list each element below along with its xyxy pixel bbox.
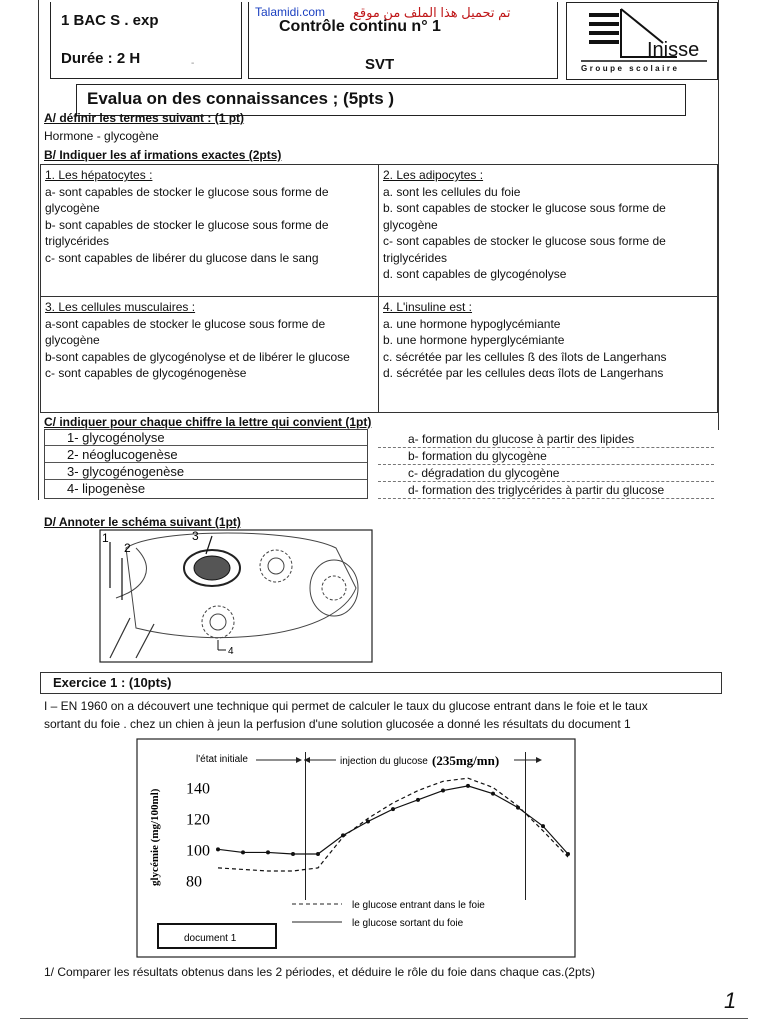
matching-right-item: d- formation des triglycérides à partir du glucose	[378, 482, 714, 499]
data-point	[466, 784, 470, 788]
class-label: 1 BAC S . exp	[61, 12, 159, 29]
question-hepatocytes	[41, 165, 379, 297]
document-label: document 1	[184, 933, 237, 944]
option-d: d. sécrétée par les cellules deαs îlots de Langerhans	[383, 366, 664, 380]
option-a: a. une hormone hypoglycémiante	[383, 316, 561, 331]
option-b: b- sont capables de stocker le glucose sous forme de triglycérides	[45, 217, 329, 248]
annotation-initial-state: l'état initiale	[196, 754, 248, 765]
matching-right-item: a- formation du glucose à partir des lipides	[378, 431, 714, 448]
option-c: c- sont capables de libérer du glucose dans le sang	[45, 250, 319, 265]
y-axis-label: glycémie (mg/100ml)	[149, 788, 161, 886]
annotation-injection: injection du glucose	[340, 756, 428, 767]
exam-title: Contrôle continu n° 1	[279, 18, 441, 35]
option-a: a. sont les cellules du foie	[383, 184, 521, 199]
option-c: c- sont capables de stocker le glucose sous forme de triglycérides	[383, 234, 666, 265]
y-tick-label: 120	[186, 811, 210, 829]
exercise-header-box	[40, 672, 722, 694]
page-number: 1	[724, 988, 737, 1013]
data-point	[491, 792, 495, 796]
stray-mark: -	[191, 58, 195, 69]
data-point	[216, 847, 220, 851]
diagram-label-3: 3	[192, 529, 199, 543]
exercise-intro-line2: sortant du foie . chez un chien à jeun la perfusion d'une solution glucosée a donné les résultats du document 1	[44, 717, 631, 731]
question-title: 1. Les hépatocytes :	[45, 168, 153, 182]
pancreas-diagram	[96, 528, 376, 664]
header-class-box	[50, 2, 242, 79]
option-a: a-sont capables de stocker le glucose sous forme de glycogène	[45, 316, 326, 347]
partD-title: D/ Annoter le schéma suivant (1pt)	[44, 515, 241, 529]
chart-legend	[292, 900, 485, 929]
legend-entering: le glucose entrant dans le foie	[352, 900, 485, 911]
data-point	[391, 807, 395, 811]
arabic-download-note: تم تحميل هذا الملف من موقع	[353, 5, 511, 20]
partA-terms: Hormone - glycogène	[44, 129, 159, 143]
question-adipocytes	[379, 165, 718, 297]
data-point	[516, 806, 520, 810]
duration-label: Durée : 2 H	[61, 50, 141, 67]
site-watermark[interactable]: Talamidi.com	[255, 5, 326, 19]
question-insulin	[379, 297, 718, 413]
matching-right-item: b- formation du glycogène	[378, 448, 714, 465]
matching-right-item: c- dégradation du glycogène	[378, 465, 714, 482]
data-point	[241, 850, 245, 854]
page-bottom-line	[20, 1018, 748, 1019]
data-point	[291, 852, 295, 856]
y-axis-ticks	[186, 780, 210, 890]
exercise-intro-line1: I – EN 1960 on a découvert une technique qui permet de calculer le taux du glucose entrant dans le foie et le taux	[44, 699, 648, 713]
partC-title: C/ indiquer pour chaque chiffre la lettre qui convient (1pt)	[44, 415, 372, 429]
logo-subtitle: Groupe scolaire	[581, 64, 680, 73]
section-title: Evalua on des connaissances ; (5pts )	[87, 89, 395, 108]
matching-right-box	[378, 431, 714, 499]
exercise-question-1: 1/ Comparer les résultats obtenus dans les 2 périodes, et déduire le rôle du foie dans chaque cas.(2pts)	[44, 965, 595, 979]
question-muscle-cells	[41, 297, 379, 413]
data-point	[566, 852, 570, 856]
option-b: b. sont capables de stocker le glucose sous forme de glycogène	[383, 201, 666, 232]
partB-title: B/ Indiquer les af irmations exactes (2pts)	[44, 148, 282, 162]
matching-left-item: 1- glycogénolyse	[45, 430, 367, 446]
partB-table	[40, 164, 718, 413]
y-axis-label-group	[149, 788, 161, 886]
page-border-right	[718, 0, 719, 430]
data-point	[266, 850, 270, 854]
diagram-label-4: 4	[228, 646, 234, 657]
question-title: 3. Les cellules musculaires :	[45, 300, 196, 314]
series-line-1	[218, 786, 568, 854]
partA-title: A/ définir les termes suivant : (1 pt)	[44, 111, 245, 125]
diagram-label-2: 2	[124, 541, 131, 555]
matching-left-item: 2- néoglucogenèse	[45, 447, 367, 463]
matching-left-item: 4- lipogenèse	[67, 481, 146, 496]
exercise-title: Exercice 1 : (10pts)	[53, 675, 172, 690]
subject-label: SVT	[365, 56, 395, 73]
diagram-label-1: 1	[102, 531, 109, 545]
logo-name: Inisse	[647, 39, 700, 61]
annotation-rate: (235mg/mn)	[432, 753, 500, 768]
question-title: 4. L'insuline est :	[383, 300, 473, 314]
data-point	[541, 824, 545, 828]
y-tick-label: 140	[186, 780, 210, 798]
matching-left-box	[44, 429, 368, 499]
option-c: c. sécrétée par les cellules ß des îlots de Langerhans	[383, 349, 667, 364]
data-point	[441, 789, 445, 793]
y-tick-label: 100	[186, 842, 210, 860]
option-b: b. une hormone hyperglycémiante	[383, 333, 565, 347]
header-title-box	[248, 2, 558, 79]
option-d: d. sont capables de glycogénolyse	[383, 267, 567, 281]
option-c: c- sont capables de glycogénogenèse	[45, 366, 247, 380]
chart-series	[216, 778, 570, 871]
school-logo	[566, 2, 718, 80]
data-point	[341, 833, 345, 837]
data-point	[316, 852, 320, 856]
question-title: 2. Les adipocytes :	[383, 168, 484, 182]
page-border-left	[38, 0, 39, 500]
period-dividers	[306, 752, 526, 900]
option-a: a- sont capables de stocker le glucose sous forme de glycogène	[45, 184, 329, 215]
series-line-0	[218, 778, 568, 871]
matching-left-item: 3- glycogénogenèse	[45, 464, 367, 480]
y-tick-label: 80	[186, 873, 202, 891]
legend-leaving: le glucose sortant du foie	[352, 918, 464, 929]
data-point	[416, 798, 420, 802]
glycemia-chart	[136, 738, 576, 958]
option-b: b-sont capables de glycogénolyse et de libérer le glucose	[45, 349, 350, 364]
data-point	[366, 819, 370, 823]
